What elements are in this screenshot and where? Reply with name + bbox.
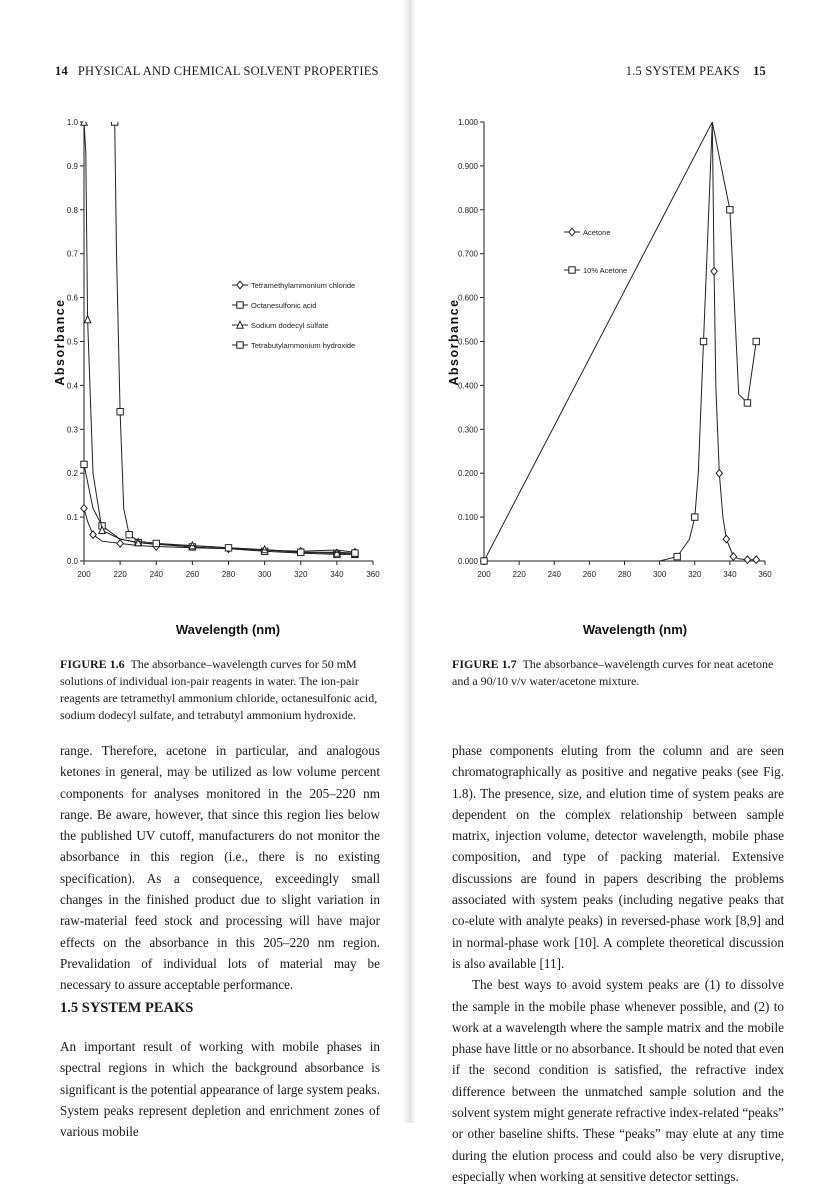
- data-point: [90, 531, 96, 539]
- x-tick-label: 280: [221, 570, 236, 579]
- y-axis-title: Absorbance: [53, 298, 67, 386]
- right-column-text: [452, 740, 784, 1187]
- right-paragraph-2: The best ways to avoid system peaks are (1) to dissolve the sample in the mobile phase whenever possible, and (2) to work at a wavelength where the sample matrix and the mobile phase have little or no absorbance. It should be noted that even if the second condition is satisfied, the refractive index difference between the unmatched sample solution and the solvent system might generate refractive index-related “peaks” or other baseline shifts. These “peaks” may elute at any time during the elution process and could also be very disruptive, especially when working at sensitive detector settings.: [452, 977, 784, 1184]
- data-point: [753, 338, 759, 344]
- left-column-text-2: [60, 1036, 380, 1142]
- legend-marker: [237, 342, 243, 348]
- series-tetrabutylammonium-hydroxide: [112, 119, 359, 556]
- x-tick-label: 360: [366, 570, 380, 579]
- figure-1-6-caption: [60, 656, 378, 724]
- legend-entry: 10% Acetone: [583, 266, 628, 275]
- figure-1-6-chart: [40, 110, 385, 640]
- x-tick-label: 220: [113, 570, 127, 579]
- data-point: [84, 316, 90, 323]
- left-page-number: 14: [55, 64, 68, 78]
- data-point: [225, 545, 231, 551]
- left-paragraph-2: An important result of working with mobile phases in spectral regions in which the background absorbance is significant is the potential appearance of large system peaks. System peaks represent depletion and enrichment zones of various mobile: [60, 1039, 380, 1140]
- x-tick-label: 340: [723, 570, 737, 579]
- x-tick-label: 280: [617, 570, 632, 579]
- data-point: [744, 400, 750, 406]
- data-point: [692, 514, 698, 520]
- y-tick-label: 1.0: [66, 118, 78, 127]
- y-tick-label: 1.000: [457, 118, 478, 127]
- data-point: [112, 119, 118, 125]
- data-point: [126, 531, 132, 537]
- data-point: [117, 409, 123, 415]
- y-tick-label: 0.6: [66, 293, 78, 303]
- legend-entry: Octanesulfonic acid: [251, 301, 317, 310]
- legend-marker: [237, 302, 243, 308]
- x-tick-label: 260: [185, 570, 200, 579]
- y-tick-label: 0.4: [66, 381, 78, 391]
- y-tick-label: 0.100: [457, 513, 478, 523]
- data-point: [753, 556, 759, 564]
- y-tick-label: 0.700: [457, 249, 478, 259]
- left-column-text: [60, 740, 380, 996]
- x-tick-label: 300: [257, 570, 272, 579]
- figure-1-7-caption: [452, 656, 782, 690]
- series-line: [115, 122, 355, 553]
- y-tick-label: 0.3: [66, 425, 78, 435]
- legend: [564, 228, 627, 275]
- figure-1-7-caption-text: The absorbance–wavelength curves for neat acetone and a 90/10 v/v water/acetone mixture.: [452, 657, 774, 688]
- x-tick-label: 340: [330, 570, 344, 579]
- right-page-number: 15: [753, 64, 766, 78]
- left-running-title: PHYSICAL AND CHEMICAL SOLVENT PROPERTIES: [77, 64, 379, 78]
- y-tick-label: 0.2: [66, 469, 78, 479]
- x-tick-label: 320: [294, 570, 308, 579]
- figure-1-7-label: FIGURE 1.7: [452, 657, 517, 671]
- legend-entry: Acetone: [583, 228, 611, 237]
- series-line: [84, 122, 355, 554]
- legend: [232, 281, 355, 350]
- legend-entry: Sodium dodecyl sulfate: [251, 321, 329, 330]
- y-tick-label: 0.8: [66, 205, 78, 215]
- x-tick-label: 260: [582, 570, 597, 579]
- right-running-head: [626, 64, 766, 79]
- figure-1-7-chart: [440, 110, 785, 640]
- data-point: [153, 540, 159, 546]
- y-tick-label: 0.300: [457, 425, 478, 435]
- legend-marker: [237, 281, 243, 289]
- y-tick-label: 0.600: [457, 293, 478, 303]
- y-tick-label: 0.0: [66, 557, 78, 566]
- x-tick-label: 200: [477, 570, 491, 579]
- y-tick-label: 0.500: [457, 337, 478, 347]
- data-point: [730, 553, 736, 561]
- x-tick-label: 220: [512, 570, 526, 579]
- y-tick-label: 0.200: [457, 469, 478, 479]
- x-tick-label: 320: [688, 570, 702, 579]
- data-point: [481, 558, 487, 564]
- data-point: [727, 207, 733, 213]
- y-tick-label: 0.900: [457, 161, 478, 171]
- data-point: [723, 535, 729, 543]
- data-point: [81, 505, 87, 513]
- data-point: [117, 540, 123, 548]
- data-point: [711, 267, 717, 275]
- x-axis-title: Wavelength (nm): [175, 622, 281, 637]
- y-tick-label: 0.400: [457, 381, 478, 391]
- y-tick-label: 0.1: [66, 513, 78, 523]
- y-axis-title: Absorbance: [447, 298, 461, 386]
- section-heading-system-peaks: 1.5 SYSTEM PEAKS: [60, 1000, 194, 1016]
- right-running-title: 1.5 SYSTEM PEAKS: [625, 64, 740, 78]
- legend-marker: [569, 228, 575, 236]
- book-gutter: [402, 0, 416, 1123]
- data-point: [674, 553, 680, 559]
- series-acetone: [481, 122, 760, 565]
- left-paragraph-1: range. Therefore, acetone in particular, and analogous ketones in general, may be utilized as low volume percent components for analyses monitored in the 205–220 nm range. Be aware, however, that since this region lies below the published UV cutoff, manufacturers do not monitor the absorbance in this region (i.e., there is no existing specification). As a consequence, exceedingly small changes in the finished product due to slight variation in raw-material feed stock and processing will have major effects on the absorbance in this 205–220 nm region. Prevalidation of individual lots of material may be necessary to assure acceptable performance.: [60, 743, 380, 993]
- figure-1-6-caption-text: The absorbance–wavelength curves for 50 mM solutions of individual ion-pair reagents in water. The ion-pair reagents are tetramethyl ammonium chloride, octanesulfonic acid, sodium dodecyl sulfate, and tetrabutyl ammonium hydroxide.: [60, 657, 378, 722]
- x-axis-title: Wavelength (nm): [582, 622, 688, 637]
- series-sodium-dodecyl-sulfate: [81, 118, 358, 557]
- data-point: [298, 549, 304, 555]
- data-point: [744, 556, 750, 564]
- y-tick-label: 0.800: [457, 205, 478, 215]
- right-paragraph-1: phase components eluting from the column and are seen chromatographically as positive and negative peaks (see Fig. 1.8). The presence, size, and elution time of system peaks are dependent on the complex relationship between sample matrix, injection volume, detector wavelength, mobile phase composition, and type of packing material. Extensive discussions are found in papers describing the problems associated with system peaks (including negative peaks that co-elute with analyte peaks) in reversed-phase work [8,9] and in normal-phase work [10]. A complete theoretical discussion is also available [11].: [452, 743, 784, 971]
- series-line: [484, 122, 756, 561]
- series-line: [84, 464, 355, 554]
- data-point: [352, 550, 358, 556]
- x-tick-label: 300: [652, 570, 667, 579]
- y-tick-label: 0.5: [66, 337, 78, 347]
- data-point: [700, 338, 706, 344]
- legend-entry: Tetrabutylammonium hydroxide: [251, 341, 356, 350]
- figure-1-6-label: FIGURE 1.6: [60, 657, 125, 671]
- legend-entry: Tetramethylammonium chloride: [251, 281, 356, 290]
- left-running-head: [55, 64, 379, 79]
- data-point: [716, 469, 722, 477]
- y-tick-label: 0.9: [66, 161, 78, 171]
- x-tick-label: 200: [77, 570, 91, 579]
- data-point: [81, 461, 87, 467]
- x-tick-label: 240: [547, 570, 561, 579]
- y-tick-label: 0.7: [66, 249, 78, 259]
- x-tick-label: 240: [149, 570, 163, 579]
- legend-marker: [569, 267, 575, 273]
- x-tick-label: 360: [758, 570, 772, 579]
- series-10-acetone: [481, 122, 760, 564]
- y-tick-label: 0.000: [457, 557, 478, 566]
